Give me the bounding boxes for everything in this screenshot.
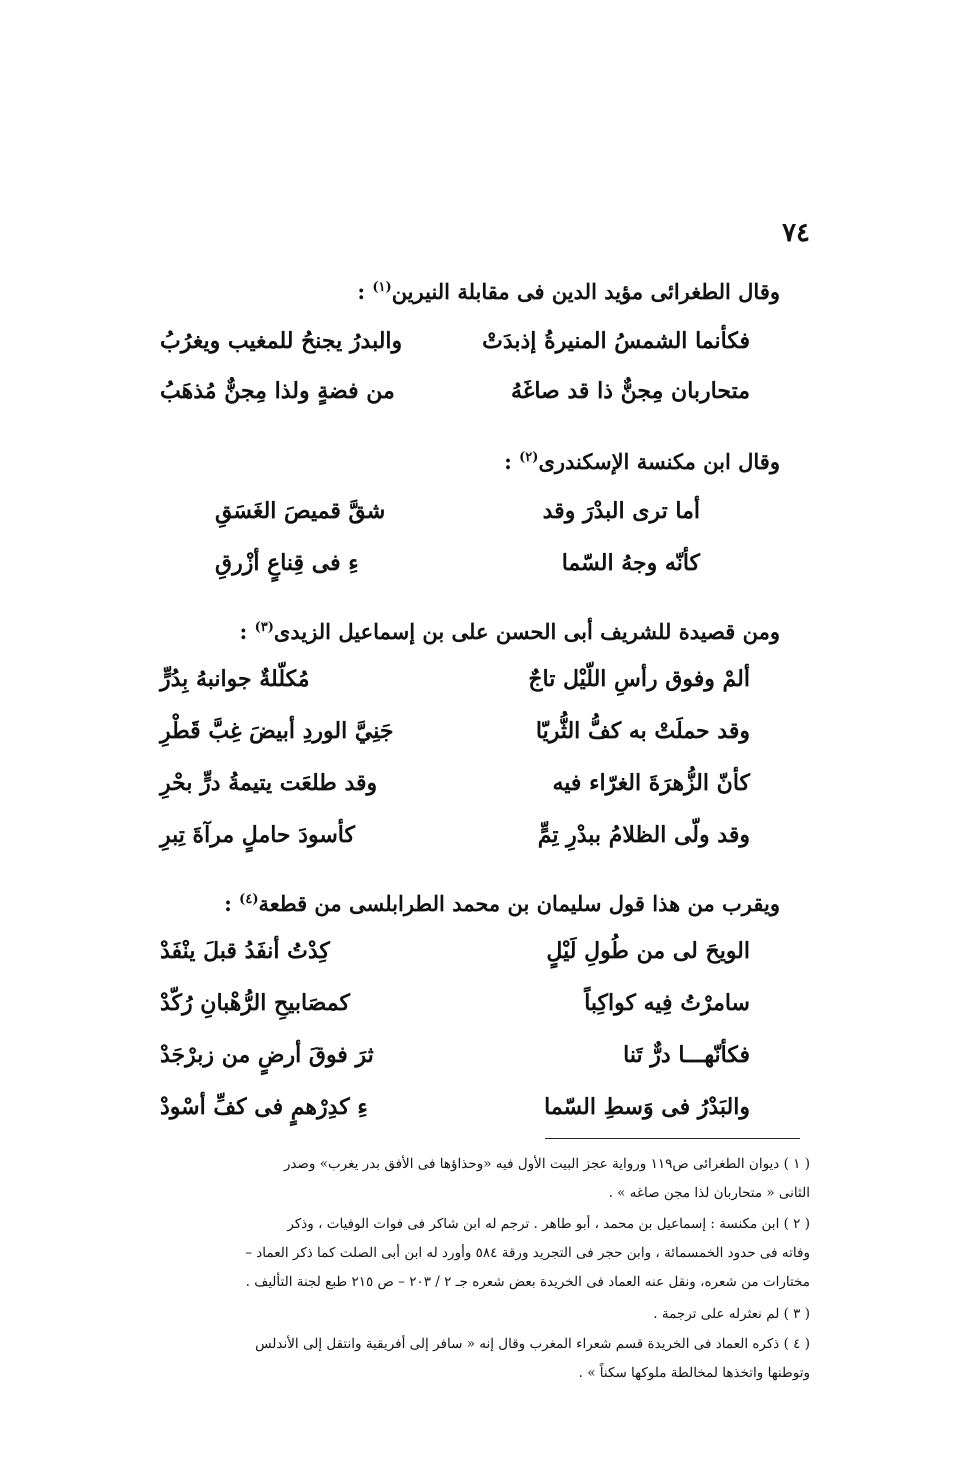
intro-colon: : (224, 891, 240, 916)
footnote-ref: (٢) (519, 450, 539, 465)
verse-hemistich-second: ءِ كدِرْهمٍ فى كفِّ أسْودْ (160, 1094, 368, 1120)
verse-hemistich-first: فكأنما الشمسُ المنيرةُ إذبدَتْ (482, 328, 750, 354)
verse-line (160, 320, 750, 362)
footnote-3 (120, 1300, 810, 1329)
intro-colon: : (504, 449, 520, 474)
page-number: ٧٤ (782, 218, 810, 248)
verse-hemistich-first: سامرْتُ فِيه كواكِباً (584, 990, 750, 1016)
verse-line (160, 930, 750, 972)
verse-hemistich-first: كأنّه وجهُ السّما (561, 550, 700, 576)
verse-hemistich-second: ءِ فى قِناعٍ أزْرقِ (215, 550, 359, 576)
verse-line (160, 1034, 750, 1076)
verse-hemistich-second: وقد طلعَت يتيمةُ درٍّ بحْرِ (160, 770, 378, 796)
intro-colon: : (239, 619, 255, 644)
intro-text: ويقرب من هذا قول سليمان بن محمد الطرابلسى من قطعة (258, 891, 780, 916)
footnote-line: ( ٤ ) ذكره العماد فى الخريدة قسم شعراء المغرب وقال إنه « سافر إلى أفريقية وانتقل إلى الأندلس (255, 1336, 810, 1352)
verse-line (215, 542, 700, 584)
footnote-line: وتوطنها واتخذها لمخالطة ملوكها سكناً » . (578, 1365, 810, 1381)
verse-hemistich-first: فكأنّهـــا درٌّ تَنا (623, 1042, 750, 1068)
verse-line (215, 490, 700, 532)
verse-hemistich-first: ألمْ وفوق رأسِ اللّيْل تاجٌ (528, 666, 750, 692)
verse-hemistich-second: شقَّ قميصَ الغَسَقِ (215, 498, 386, 524)
verse-line (160, 370, 750, 412)
footnote-line: ( ٣ ) لم نعثرله على ترجمة . (653, 1306, 810, 1322)
footnote-ref: (٤) (239, 892, 259, 907)
verse-hemistich-second: ثرَ فوقَ أرضٍ من زبرْجَدْ (160, 1042, 374, 1068)
verse-line (160, 762, 750, 804)
section-intro (130, 608, 780, 648)
verse-hemistich-second: كأسودَ حاملٍ مرآةَ تِبرِ (160, 822, 355, 848)
footnote-ref: (٣) (254, 620, 274, 635)
verse-hemistich-second: كِدْتُ أنفَدُ قبلَ ينْفَدْ (160, 938, 330, 964)
verse-hemistich-first: متحاربان مِجنٌّ ذا قد صاغَهُ (511, 378, 750, 404)
verse-hemistich-second: والبدرُ يجنحُ للمغيب ويغرُبُ (160, 328, 403, 354)
verse-hemistich-second: من فضةٍ ولذا مِجنٌّ مُذهَبُ (160, 378, 395, 404)
verse-hemistich-first: كأنّ الزُّهرَةَ الغرّاء فيه (552, 770, 750, 796)
verse-hemistich-second: كمصَابيحِ الرُّهْبانِ رُكّدْ (160, 990, 350, 1016)
verse-hemistich-first: الويحَ لى من طُولِ لَيْلٍ (546, 938, 750, 964)
verse-line (160, 1086, 750, 1128)
verse-hemistich-second: مُكلّلةٌ جوانبهُ بِدُرٍّ (160, 666, 310, 692)
intro-colon: : (357, 279, 373, 304)
footnote-divider (545, 1138, 800, 1139)
verse-hemistich-first: أما ترى البدْرَ وقد (542, 498, 700, 524)
intro-text: ومن قصيدة للشريف أبى الحسن على بن إسماعيل الزيدى (273, 619, 780, 644)
footnote-line: ( ٢ ) ابن مكنسة : إسماعيل بن محمد ، أبو طاهر . ترجم له ابن شاكر فى فوات الوفيات ، وذكر (287, 1216, 810, 1232)
footnote-line: وفاته فى حدود الخمسمائة ، وابن حجر فى التجريد ورقة ٥٨٤ وأورد له ابن أبى الصلت كما ذكر العماد – (245, 1245, 810, 1261)
intro-text: وقال الطغرائى مؤيد الدين فى مقابلة النيرين (391, 279, 780, 304)
footnote-1 (120, 1150, 810, 1208)
footnote-line: مختارات من شعره، ونقل عنه العماد فى الخريدة بعض شعره جـ ٢ / ٢٠٣ – ص ٢١٥ طبع لجنة التأليف . (245, 1274, 810, 1290)
section-intro (130, 268, 780, 308)
footnote-4 (120, 1330, 810, 1388)
intro-text: وقال ابن مكنسة الإسكندرى (538, 449, 780, 474)
footnote-ref: (١) (372, 280, 392, 295)
verse-hemistich-second: جَنِيَّ الوردِ أبيضَ غِبَّ قَطْرِ (160, 718, 394, 744)
verse-line (160, 658, 750, 700)
section-intro (130, 880, 780, 920)
verse-line (160, 710, 750, 752)
verse-line (160, 982, 750, 1024)
section-intro (130, 438, 780, 478)
footnote-line: الثانى « متحاربان لذا مجن صاغه » . (608, 1185, 810, 1201)
verse-hemistich-first: والبَدْرُ فى وَسطِ السّما (544, 1094, 750, 1120)
verse-line (160, 814, 750, 856)
footnote-2 (120, 1210, 810, 1297)
verse-hemistich-first: وقد حملَتْ به كفُّ الثُّريّا (535, 718, 750, 744)
footnote-line: ( ١ ) ديوان الطغرائى ص١١٩ ورواية عجز البيت الأول فيه «وحذاؤها فى الأفق بدر يغرب» وصدر (283, 1156, 810, 1172)
verse-hemistich-first: وقد ولّى الظلامُ ببدْرِ تِمٍّ (537, 822, 750, 848)
